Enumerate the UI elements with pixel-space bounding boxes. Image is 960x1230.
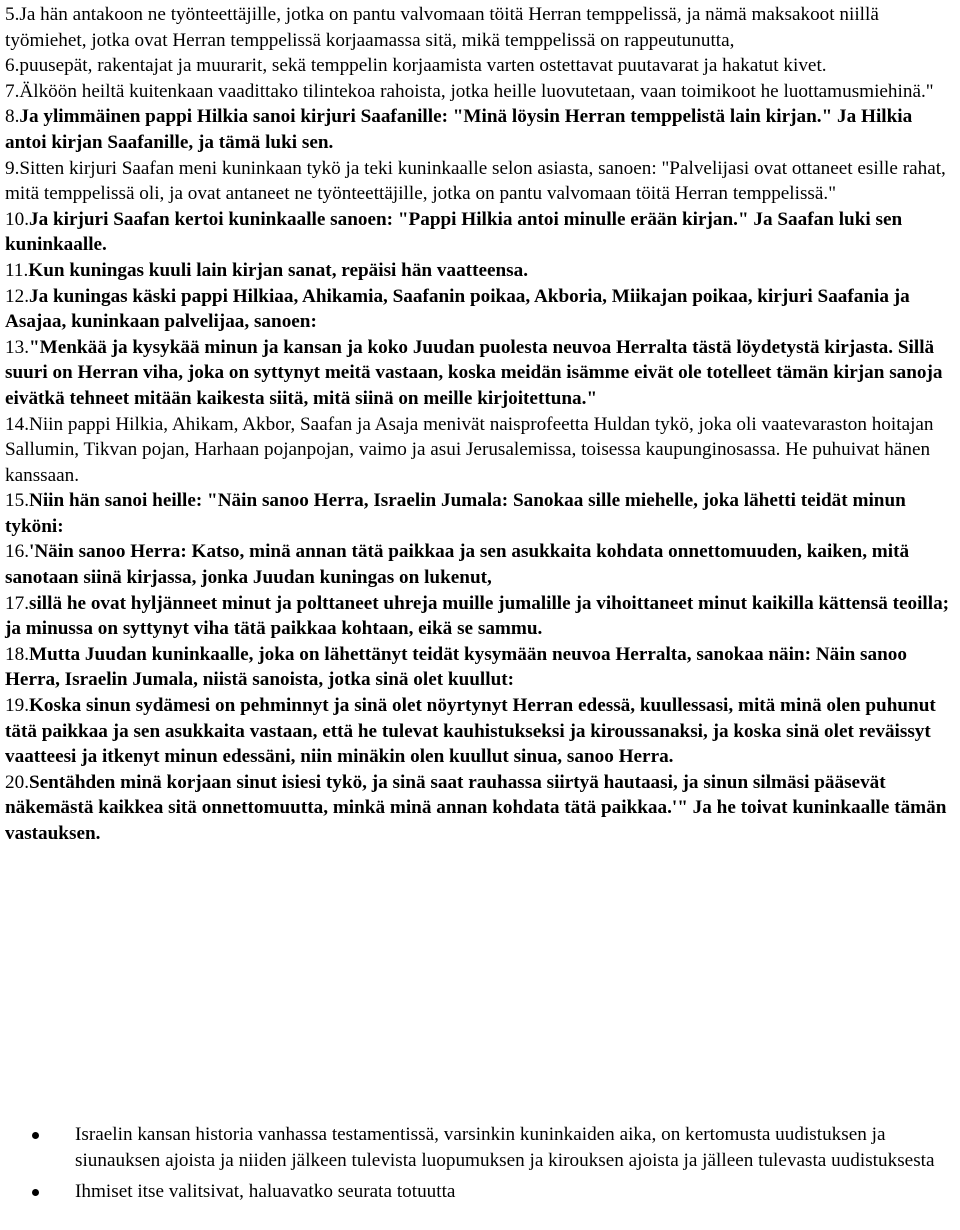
verse-text: Ja ylimmäinen pappi Hilkia sanoi kirjuri Saafanille: "Minä löysin Herran temppelistä lain kirjan." Ja Hilkia antoi kirjan Saafanille, ja tämä luki sen. xyxy=(5,106,913,153)
verse-text: Älköön heiltä kuitenkaan vaadittako tilintekoa rahoista, jotka heille luovutetaan, vaan toimikoot he luottamusmiehinä." xyxy=(19,80,934,102)
verse-number: 7. xyxy=(5,80,20,102)
verse-5 xyxy=(5,2,953,53)
bullet-item xyxy=(5,1179,953,1205)
verse-number: 20. xyxy=(5,771,29,793)
verse-text: Ja hän antakoon ne työnteettäjille, jotka on pantu valvomaan töitä Herran temppelissä, ja nämä maksakoot niillä työmiehet, jotka ovat Herran temppelissä korjaamassa sitä, mikä temppelissä on rappeutunutta, xyxy=(5,4,879,51)
verse-text: Kun kuningas kuuli lain kirjan sanat, repäisi hän vaatteensa. xyxy=(28,259,529,281)
bullet-item xyxy=(5,1122,953,1173)
verse-text: "Menkää ja kysykää minun ja kansan ja koko Juudan puolesta neuvoa Herralta tästä löydetystä kirjasta. Sillä suuri on Herran viha, joka on syttynyt meitä vastaan, koska meidän isämme eivät ole totelleet tämän kirjan sanoja eivätkä tehneet mitään kaikesta siitä, mitä siinä on meille kirjoitettuna." xyxy=(5,336,943,409)
verse-17 xyxy=(5,591,953,642)
verse-number: 13. xyxy=(5,336,29,358)
verse-number: 17. xyxy=(5,592,29,614)
verse-12 xyxy=(5,284,953,335)
verse-text: 'Näin sanoo Herra: Katso, minä annan tätä paikkaa ja sen asukkaita kohdata onnettomuuden, kaiken, mitä sanotaan siinä kirjassa, jonka Juudan kuningas on lukenut, xyxy=(5,541,910,589)
verse-16 xyxy=(5,539,953,590)
verse-15 xyxy=(5,488,953,539)
verse-number: 10. xyxy=(5,208,29,230)
verse-number: 5. xyxy=(5,4,20,25)
verse-text: Niin hän sanoi heille: "Näin sanoo Herra, Israelin Jumala: Sanokaa sille miehelle, joka lähetti teidät minun tyköni: xyxy=(5,490,906,537)
verse-text: Koska sinun sydämesi on pehminnyt ja sinä olet nöyrtynyt Herran edessä, kuullessasi, mitä minä olen puhunut tätä paikkaa ja sen asukkaita vastaan, että he tulevat kauhistukseksi ja kiroussanaksi, ja koska sinä olet reväissyt vaatteesi ja itkenyt minun edessäni, niin minäkin olen kuullut sinua, sanoo Herra. xyxy=(5,695,936,768)
verse-number: 16. xyxy=(5,541,29,563)
verse-number: 14. xyxy=(5,413,29,435)
verse-number: 18. xyxy=(5,643,29,665)
verse-text: Sitten kirjuri Saafan meni kuninkaan tykö ja teki kuninkaalle selon asiasta, sanoen: "Palvelijasi ovat ottaneet esille rahat, mitä temppelissä oli, ja ovat antaneet ne työnteettäjille, jotka on pantu valvomaan töitä Herran temppelissä." xyxy=(5,157,946,205)
bible-verses xyxy=(5,0,953,847)
verse-13 xyxy=(5,335,953,412)
verse-text: Sentähden minä korjaan sinut isiesi tykö, ja sinä saat rauhassa siirtyä hautaasi, ja sinun silmäsi pääsevät näkemästä kaikkea sitä onnettomuutta, minkä minä annan kohdata tätä paikkaa.'" Ja he toivat kuninkaalle tämän vastauksen. xyxy=(5,771,947,844)
bullet-dot-icon xyxy=(32,1132,39,1139)
bullet-list xyxy=(5,1122,953,1211)
verse-text: sillä he ovat hyljänneet minut ja polttaneet uhreja muille jumalille ja vihoittaneet minut kaikilla kättensä teoilla; ja minussa on syttynyt viha tätä paikkaa kohtaan, eikä se sammu. xyxy=(5,592,950,640)
verse-18 xyxy=(5,642,953,693)
verse-14 xyxy=(5,412,953,489)
verse-text: Ja kuningas käski pappi Hilkiaa, Ahikamia, Saafanin poikaa, Akboria, Miikajan poikaa, kirjuri Saafania ja Asajaa, kuninkaan palvelijaa, sanoen: xyxy=(5,285,910,333)
verse-number: 11. xyxy=(5,259,29,281)
verse-number: 19. xyxy=(5,695,29,717)
verse-number: 9. xyxy=(5,157,20,179)
verse-6 xyxy=(5,53,953,79)
bullet-text: Israelin kansan historia vanhassa testamentissä, varsinkin kuninkaiden aika, on kertomusta uudistuksen ja siunauksen ajoista ja niiden jälkeen tulevista luopumuksen ja kirouksen ajoista ja jälleen tulevasta uudistuksesta xyxy=(75,1124,935,1171)
verse-8 xyxy=(5,104,953,155)
verse-number: 6. xyxy=(5,55,20,77)
verse-number: 8. xyxy=(5,106,20,128)
verse-text: Mutta Juudan kuninkaalle, joka on lähettänyt teidät kysymään neuvoa Herralta, sanokaa näin: Näin sanoo Herra, Israelin Jumala, niistä sanoista, jotka sinä olet kuullut: xyxy=(5,643,907,691)
bullet-text: Ihmiset itse valitsivat, haluavatko seurata totuutta xyxy=(75,1181,456,1203)
verse-7 xyxy=(5,79,953,105)
verse-9 xyxy=(5,156,953,207)
verse-number: 15. xyxy=(5,490,29,512)
verse-10 xyxy=(5,207,953,258)
verse-text: Ja kirjuri Saafan kertoi kuninkaalle sanoen: "Pappi Hilkia antoi minulle erään kirjan." Ja Saafan luki sen kuninkaalle. xyxy=(5,208,903,256)
verse-11 xyxy=(5,258,953,284)
verse-20 xyxy=(5,770,953,847)
bullet-dot-icon xyxy=(32,1189,39,1196)
verse-text: puusepät, rakentajat ja muurarit, sekä temppelin korjaamista varten ostettavat puutavarat ja hakatut kivet. xyxy=(19,55,827,77)
verse-19 xyxy=(5,693,953,770)
verse-text: Niin pappi Hilkia, Ahikam, Akbor, Saafan ja Asaja menivät naisprofeetta Huldan tykö, joka oli vaatevaraston hoitajan Sallumin, Tikvan pojan, Harhaan pojanpojan, vaimo ja asui Jerusalemissa, toisessa kaupunginosassa. He puhuivat hänen kanssaan. xyxy=(5,413,934,486)
verse-number: 12. xyxy=(5,285,29,307)
document-page xyxy=(5,0,953,1203)
